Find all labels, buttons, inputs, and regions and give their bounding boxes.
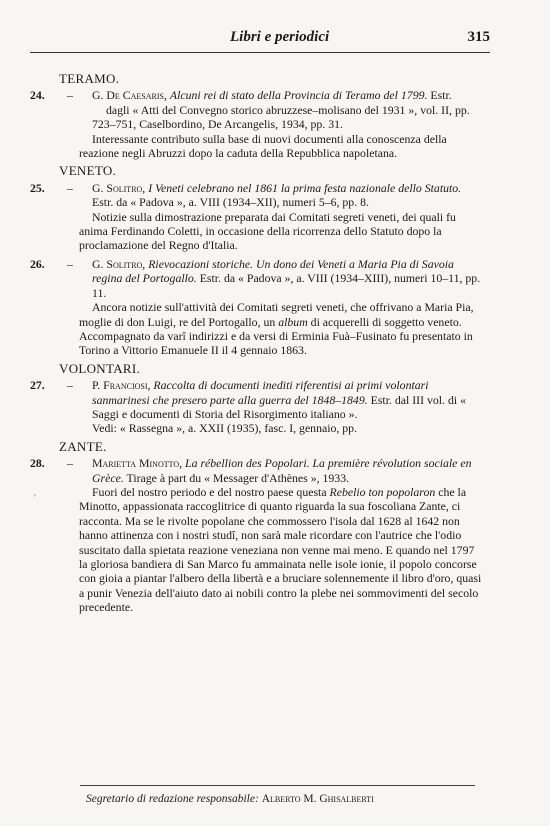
entry-number: 25. (30, 180, 45, 195)
entry-title: I Veneti celebrano nel 1861 la prima festa nazionale dello Statuto. (148, 180, 462, 195)
footer-name: Alberto M. Ghisalberti (261, 793, 374, 805)
entry-dash: – (67, 256, 73, 271)
citation (92, 456, 483, 485)
entry-note: Notizie sulla dimostrazione preparata dai Comitati segreti veneti, dei quali fu anima Ferdinando Coletti, in occasione della ricorrenza dello Statuto dopo la proclamazione del Regno d'Italia. (79, 209, 456, 253)
entry-publication-cont: pp. 723–751, Caselbordino, De Arcangelis, 1934, pp. 31. (92, 102, 470, 132)
citation (92, 378, 483, 421)
running-title: Libri e periodici (230, 29, 330, 45)
entry-publication: Estr. da « Padova », a. VIII (1934–XIII), numeri 10– (199, 271, 449, 286)
note-text: di acquerelli di soggetto veneto. Accompagnato da varî indirizzi e da versi di Erminia Fuà–Fusinato fu presentato in Torino a Vittorio Emanuele II il 4 gennaio 1863. (79, 314, 473, 358)
review-text: che la Minotto, appassionata raccoglitrice di quanto riguarda la sua foscoliana Zante, ci racconta. Ma se le rivolte popolane che commossero l'isola dal 1628 al 1642 non hanno attinenza con i nostri studî, non sarà male ricordare con l'autrice che l'odio suscitato dalla spietata reazione veneziana non venne mai meno. E quando nel 1797 la gloriosa bandiera di San Marco fu ammainata nelle isole ionie, il popolo concorse con gioia a piantar l'albero della libertà e a bruciare solennemente il libro d'oro, quasi a punir Venezia dell'aiuto dato ai nobili contro la plebe nei sommovimenti del secolo precedente. (79, 484, 482, 615)
citation (92, 257, 483, 300)
citation (92, 88, 483, 131)
entry-author: Marietta Minotto, (92, 456, 183, 471)
entry-number: 24. (30, 88, 45, 103)
section-heading-volontari: VOLONTARI. (59, 360, 141, 376)
entry-publication-cont: 11, pp. 11. (92, 271, 481, 300)
entry-publication: Estr. da « Padova », a. VIII (1934–XII), numeri 5–6, pp. 8. (92, 195, 369, 210)
footer-label: Segretario di redazione responsabile: (86, 793, 259, 805)
note-italic: album (278, 314, 308, 329)
section-heading-zante: ZANTE. (59, 438, 107, 454)
entry-number: 28. (30, 456, 45, 471)
entry-author: P. Franciosi, (92, 378, 151, 393)
entry-author: G. Solitro, (92, 180, 146, 195)
entry-26 (30, 257, 485, 358)
review-paragraph (79, 485, 483, 615)
section-heading-teramo: TERAMO. (59, 71, 120, 86)
entry-27 (30, 378, 485, 436)
note-text: Ancora notizie sull'attività dei Comitati segreti veneti, che offrivano a Maria Pia, moglie di don Luigi, re del Portogallo, un (79, 300, 474, 329)
entry-title: La rébellion des Popolari. La première révolution sociale en Grèce. (92, 456, 472, 485)
entry-publication-cont: dagli « Atti del Convegno storico abruzzese–molisano del 1931 », vol. II, (106, 102, 452, 117)
entry-publication: Tirage à part du « Messager d'Athènes », 1933. (126, 470, 350, 485)
section-heading-veneto: VENETO. (59, 163, 117, 179)
entry-number: 26. (30, 256, 45, 271)
entry-dash: – (67, 456, 73, 471)
entry-title: Rievocazioni storiche. Un dono dei Veneti a Maria Pia di Savoia regina del Portogallo. (92, 256, 454, 286)
page-body (30, 68, 485, 619)
entry-author: G. Solitro, (92, 256, 146, 271)
entry-25 (30, 181, 485, 253)
entry-title: Alcuni rei di stato della Provincia di Teramo del 1799. (169, 88, 428, 103)
entry-note: Vedi: « Rassegna », a. XXII (1935), fasc. I, gennaio, pp. (92, 421, 358, 436)
page-number: 315 (467, 29, 490, 45)
entry-author: G. De Caesaris, (92, 88, 167, 103)
entry-note: Interessante contributo sulla base di nuovi documenti alla conoscenza della reazione negli Abruzzi dopo la caduta della Repubblica napoletana. (79, 131, 447, 161)
footer-rule (80, 785, 475, 786)
entry-24 (30, 88, 485, 160)
citation (92, 181, 483, 210)
review-italic: Rebelio ton popolaron (329, 484, 436, 499)
footer-credit (86, 792, 374, 806)
entry-dash: – (67, 180, 73, 195)
entry-dash: – (67, 88, 73, 103)
entry-note (79, 300, 483, 358)
entry-publication: Estr. (430, 88, 452, 103)
entry-publication-cont: « Saggi e documenti di Storia del Risorgimento italiano ». (92, 392, 466, 421)
running-head (30, 22, 490, 53)
stray-mark: ' (34, 493, 36, 503)
entry-title: Raccolta di documenti inediti riferentisi ai primi volontari sanmarinesi che presero parte alla guerra del 1848–1849. (92, 378, 429, 407)
entry-dash: – (67, 378, 73, 393)
entry-28 (30, 456, 485, 614)
entry-number: 27. (30, 378, 45, 393)
review-text: Fuori del nostro periodo e del nostro paese questa (92, 484, 327, 499)
entry-publication: Estr. dal III vol. di (370, 392, 458, 407)
